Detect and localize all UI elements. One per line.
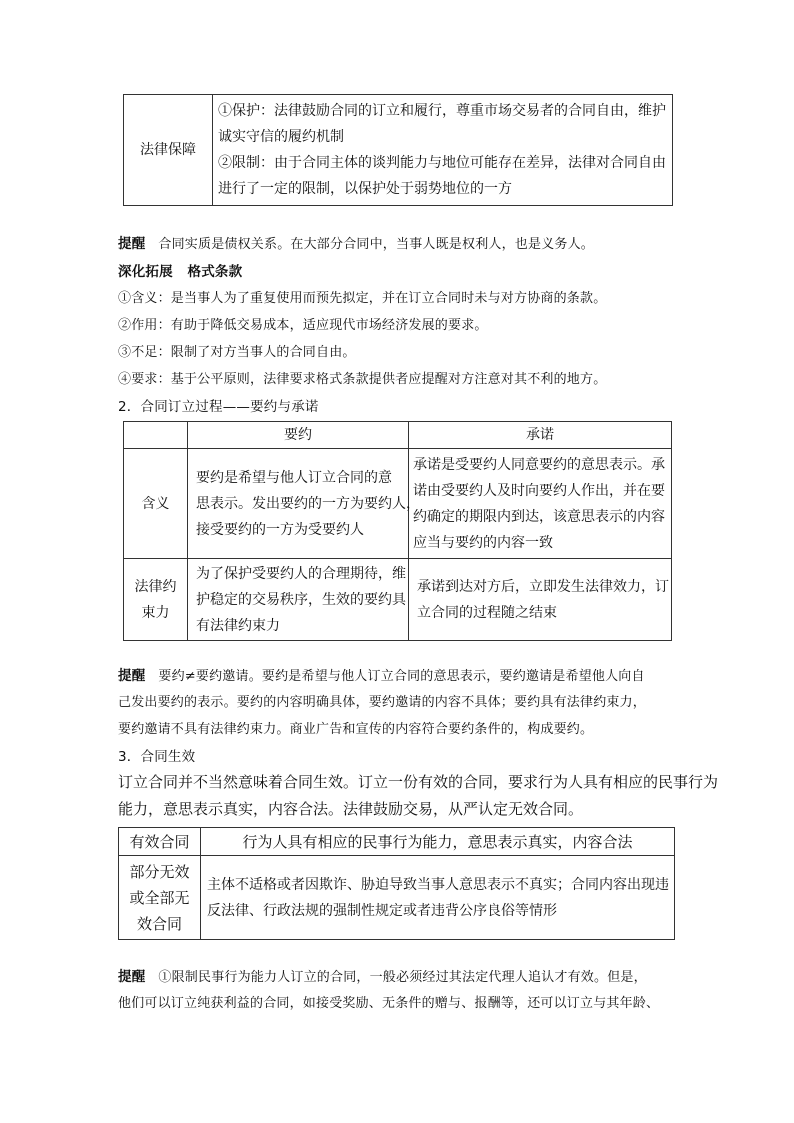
legal-protection-table <box>123 94 673 206</box>
table3-content: 行为人具有相应的民事行为能力，意思表示真实，内容合法 <box>201 828 675 856</box>
tip-paragraph <box>118 965 647 985</box>
tip-label: 提醒 <box>118 668 146 684</box>
label-line: 部分无效 <box>129 862 190 881</box>
table2-offer-cell <box>188 449 420 559</box>
cell-line: 护稳定的交易秩序，生效的要约具 <box>196 591 406 608</box>
table3-label <box>119 856 201 940</box>
tip-paragraph <box>118 664 645 684</box>
section2-title: 2．合同订立过程——要约与承诺 <box>118 399 319 415</box>
table1-line: 诚实守信的履约机制 <box>218 129 344 145</box>
table1-line: ①保护：法律鼓励合同的订立和履行，尊重市场交易者的合同自由，维护 <box>218 103 666 119</box>
deepen-heading <box>118 260 242 280</box>
table2-header-offer: 要约 <box>188 422 409 449</box>
deepen-item: ①含义：是当事人为了重复使用而预先拟定，并在订立合同时未与对方协商的条款。 <box>118 291 607 306</box>
tip-text: 他们可以订立纯获利益的合同，如接受奖励、无条件的赠与、报酬等，还可以订立与其年龄、 <box>118 996 660 1011</box>
cell-line: 主体不适格或者因欺诈、胁迫导致当事人意思表示不真实；合同内容出现违 <box>207 876 669 893</box>
offer-acceptance-table <box>123 421 672 641</box>
deepen-item: ④要求：基于公平原则，法律要求格式条款提供者应提醒对方注意对其不利的地方。 <box>118 372 607 387</box>
contract-validity-table <box>118 827 675 940</box>
table1-line: 进行了一定的限制，以保护处于弱势地位的一方 <box>218 181 512 197</box>
deepen-item: ②作用：有助于降低交易成本，适应现代市场经济发展的要求。 <box>118 318 488 333</box>
section3-text: 能力，意思表示真实，内容合法。法律鼓励交易，从严认定无效合同。 <box>118 800 584 818</box>
label-line: 束力 <box>141 604 170 621</box>
cell-line: 接受要约的一方为受要约人 <box>196 521 364 538</box>
table2-offer-cell <box>188 559 409 641</box>
deepen-label: 深化拓展 <box>118 264 173 280</box>
deepen-item: ③不足：限制了对方当事人的合同自由。 <box>118 345 356 360</box>
cell-line: 要约是希望与他人订立合同的意 <box>196 469 392 486</box>
cell-line: 有法律约束力 <box>196 617 280 634</box>
table2-row-label <box>124 559 188 641</box>
table2-accept-cell <box>409 559 672 641</box>
label-line: 或全部无 <box>129 888 190 907</box>
table2-accept-cell <box>409 449 672 559</box>
table2-row-label: 含义 <box>124 449 188 559</box>
cell-line: 承诺是受要约人同意要约的意思表示。承 <box>413 456 665 473</box>
cell-line: 立合同的过程随之结束 <box>417 604 557 621</box>
table3-label: 有效合同 <box>119 828 201 856</box>
tip-text: ①限制民事行为能力人订立的合同，一般必须经过其法定代理人追认才有效。但是， <box>158 970 647 985</box>
tip-label: 提醒 <box>118 969 146 985</box>
section3-text: 订立合同并不当然意味着合同生效。订立一份有效的合同，要求行为人具有相应的民事行为 <box>118 773 719 791</box>
deepen-title: 格式条款 <box>187 264 243 280</box>
table1-line: ②限制：由于合同主体的谈判能力与地位可能存在差异，法律对合同自由 <box>218 155 666 171</box>
tip-label: 提醒 <box>118 236 146 252</box>
cell-line: 思表示。发出要约的一方为要约人， <box>196 495 420 512</box>
cell-line: 反法律、行政法规的强制性规定或者违背公序良俗等情形 <box>207 902 557 919</box>
cell-line: 承诺到达对方后，立即发生法律效力，订 <box>417 578 669 595</box>
table2-header-empty <box>124 422 188 449</box>
cell-line: 为了保护受要约人的合理期待，维 <box>196 565 406 582</box>
cell-line: 约确定的期限内到达，该意思表示的内容 <box>413 508 665 525</box>
tip-paragraph <box>118 232 594 252</box>
label-line: 效合同 <box>136 914 182 933</box>
tip-text: 己发出要约的表示。要约的内容明确具体，要约邀请的内容不具体；要约具有法律约束力， <box>118 695 647 710</box>
label-line: 法律约 <box>134 578 177 595</box>
tip-text: 合同实质是债权关系。在大部分合同中，当事人既是权利人，也是义务人。 <box>158 237 595 252</box>
cell-line: 应当与要约的内容一致 <box>413 534 553 551</box>
tip-text: 要约≠要约邀请。要约是希望与他人订立合同的意思表示，要约邀请是希望他人向自 <box>158 669 645 684</box>
tip-text: 要约邀请不具有法律约束力。商业广告和宣传的内容符合要约条件的，构成要约。 <box>118 722 594 737</box>
table1-label: 法律保障 <box>124 95 213 206</box>
section3-title: 3．合同生效 <box>118 749 196 765</box>
table2-header-accept: 承诺 <box>409 422 672 449</box>
table1-content <box>213 95 673 206</box>
cell-line: 诺由受要约人及时向要约人作出，并在要 <box>413 482 665 499</box>
table3-content <box>201 856 675 940</box>
